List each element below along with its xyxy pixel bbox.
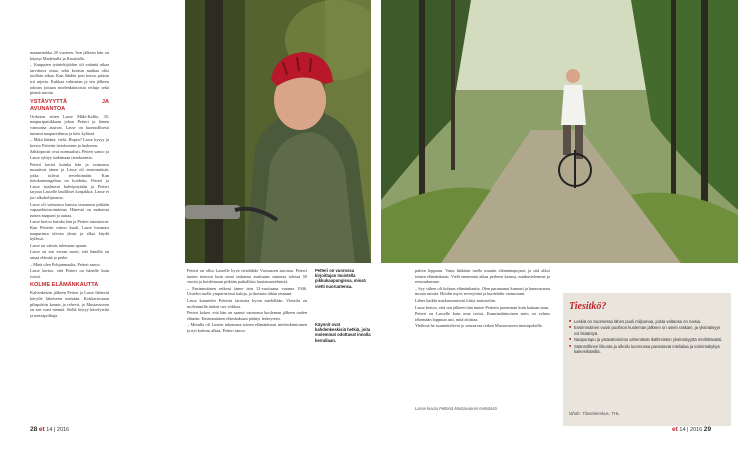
- sidebar-source: lähde: Tilastokeskus, THL: [569, 411, 620, 416]
- section-heading: KOLME ELÄMÄNKAUTTA: [30, 282, 99, 289]
- paragraph: Lasse kertoo kuinka hän ja Petteri tutustuivat: Kun Petterin vaimo kuoli, Lasse huomasi naapurinsa olevan yksin ja alkoi käydä kylässä.: [30, 219, 109, 242]
- magazine-logo-left: et: [38, 426, 45, 433]
- paragraph: – Minulla oli Lassen tukemana toinen elämänkausi mielenkiintoinen ja nyt kolmas alkaa, Petteri sanoo.: [187, 322, 307, 333]
- paragraph: Lasse on valmis tulemaan apuun.: [30, 242, 88, 248]
- sidebar-item: ■ Naapuriapu ja ystävätoiminta vähentävät ikäihmisten yksinäisyyttä merkittävästi.: [569, 337, 725, 342]
- sidebar-list: [569, 319, 725, 355]
- photo-man-with-helmet: [185, 0, 371, 263]
- folio-left: [30, 426, 69, 433]
- sidebar-item: ■ Leskiä on Suomessa lähes puoli miljoonaa, joista valtaosa on naisia.: [569, 319, 725, 324]
- paragraph: Lähes kaikki matkustamiseni liittyi muistoihin.: [415, 297, 497, 303]
- paragraph: Petteri kokee, että hän on saanut vaimonsa kuoleman jälkeen uuden elämän. Ensimmäinen elämänkausi päättyi leskeyteen.: [187, 310, 307, 321]
- paragraph: maanmarkka 20 vuoteen. Sen jälkeen hän on käynyt Madeiralla ja Kroatialla.: [30, 50, 109, 61]
- magazine-logo-right: et: [672, 426, 678, 433]
- paragraph: paloin loppuun. Vasta lääkärin tuella muutin elämäntapojani, ja sitä alkoi toinen elämänkausi. Vielä enemmän aikaa perheen kanssa, matkustelemme ja rentoudumme.: [415, 268, 550, 285]
- issue-left: 14 | 2016: [46, 427, 70, 433]
- issue-right: 14 | 2016: [679, 427, 703, 433]
- paragraph: – Kauppien työntekijöiden oli erääntä aikaa tarvittava ostaa, sekä keräsin matkaa olisi tuolloin aikaa. Kun lähdön pois kotoa, pääsin irti arjesta. Kukkaa valmistan ja sen jälkeen odotan joitaan mielenkiintoisia reiluja sekä pieniä asioita.: [30, 62, 109, 96]
- article-column-3: [415, 268, 550, 403]
- paragraph: Oriketon sitten Lasse Mäki-Kallio, 35, naapuriputiikkaan johon Petteri ja hänen vaimonsa asuivat. Lasse on luonnollisesti tutustui naapureihinsa ja kävi kylässä.: [30, 113, 109, 136]
- sidebar-item: ■ Säännöllinen liikunta ja ulkoilu luonnossa parantavat mielialaa ja toimintakykyä kaikenikäisillä.: [569, 344, 725, 355]
- article-column-1: [30, 50, 109, 420]
- paragraph: Petteri on Lasselle kuin oma isoisä. Kunnianhimoinen mies on valmis tekemään loppuun asti, mitä aloittaa.: [415, 311, 550, 322]
- folio-right: [672, 426, 711, 433]
- paragraph: Lasse on sen verran nuori, että hänellä on omaa elämää ja perhe.: [30, 249, 109, 260]
- photo-caption-2: Käynnit ovat kahdenkeskisiä hetkiä, joita molemmat odottavat innolla kerrallaan.: [315, 322, 371, 343]
- paragraph: Lasse kuuntelee Petterin tarinoita hyvin mielellään. Vierailu on molemmille tärkeä osa viikkoa.: [187, 297, 307, 309]
- photo-caption-1: Petteri on vuorossa kirjoittajan muistella pikkukaupungissa, missä vietti nuoruutensa.: [315, 268, 366, 289]
- facts-sidebar: [563, 293, 731, 426]
- paragraph: Petteri on ollut Lasselle hyvä tietolähde Vuosaaren asioissa. Petteri tuntee tienoon kuin omat taskunsa asuttuaan samassa talossa 50 vuotta ja hoidettuaan pitkään paikallisia luottamustehtäviä.: [187, 268, 307, 285]
- paragraph: Petteri kertoi kuinka hän ja vaimonsa muuttivat tänne ja Lasse oli ensimmäisiä, jotka tulivat tervehtimään. Kun tietokoneongelma on hoidettu, Petteri ja Lasse istahtavat kahvipöytään ja Petteri tarjoaa Lasselle laulilliset konjakkia. Lasse ei juo alkoholijuomia.: [30, 161, 109, 201]
- paragraph: Lasse kertoo, että Petteri on hänelle kuin isoisä.: [30, 268, 109, 279]
- paragraph: Kalvinkeizin jälkeen Petteri ja Lasse lähtevät kävylle läheiseen metsään. Kotikertostaan pihapiiriin kaunis ja rehevä, ja Mustavuoren on sen varsi niemiä. Siellä löytyy kävelyteitä ja metsäpolkuja.: [30, 290, 109, 318]
- paragraph: Lasse oli vaimonsa kanssa seurannut pitkään vapaaehtoistoimintaa. Hänestä on mukavaa tuntea naapurit ja auttaa.: [30, 201, 109, 218]
- paragraph: – Syy siihen oli kolmas elämänkautta. Olen parantanut kuntoni ja kunnostanut monia asioita. Hoidin myös terveyttäni ja huolehdin vaimostani.: [415, 285, 550, 297]
- sidebar-item: ■ Ensimmäinen vuosi puolison kuoleman jälkeen on usein raskain, ja yksinäisyys voi lisääntyä.: [569, 325, 725, 336]
- paragraph: – Mikä hätänä, vielä, Hopea? Lasse kysyy ja kertoo Petterin tietokoneen ja luokseen.: [30, 137, 109, 148]
- paragraph: – Minä olen Pohjanmaalta, Petteri sanoo.: [30, 261, 101, 267]
- paragraph: Lasse kertoo, että sen jälkeen hän tuntee Petterin paremmin kuin kukaan muu.: [415, 304, 550, 310]
- page-number-left: 28: [30, 426, 38, 433]
- paragraph: – Ensimmäinen retkeni tänne tein 12-vuotiaana vuonna 1946. Uistelin tuolla ympäristössä kaloja, ja ihastuin tähän seutuun.: [187, 285, 307, 297]
- section-heading: YSTÄVYYTTÄ JA AVUNANTOA: [30, 98, 109, 112]
- photo-forest-path-cyclist: [381, 0, 738, 263]
- photo-credit: Lasse kuvaa Petteriä Mustavuoren metsässä.: [415, 406, 498, 411]
- paragraph: Yhdessä he suunnittelevat jo seuraavaa retkeä Mustavuoren metsäpoluille.: [415, 323, 543, 329]
- sidebar-title: Tiesitkö?: [569, 301, 607, 312]
- article-column-2: [187, 268, 307, 423]
- forest-illustration: [381, 0, 738, 263]
- page-number-right: 29: [703, 426, 712, 433]
- helmet-man-illustration: [185, 0, 371, 263]
- paragraph: Sähköpostit ovat normaalisti, Petteri sanoo ja Lasse ryhtyy tutkimaan tietokonetta.: [30, 149, 109, 160]
